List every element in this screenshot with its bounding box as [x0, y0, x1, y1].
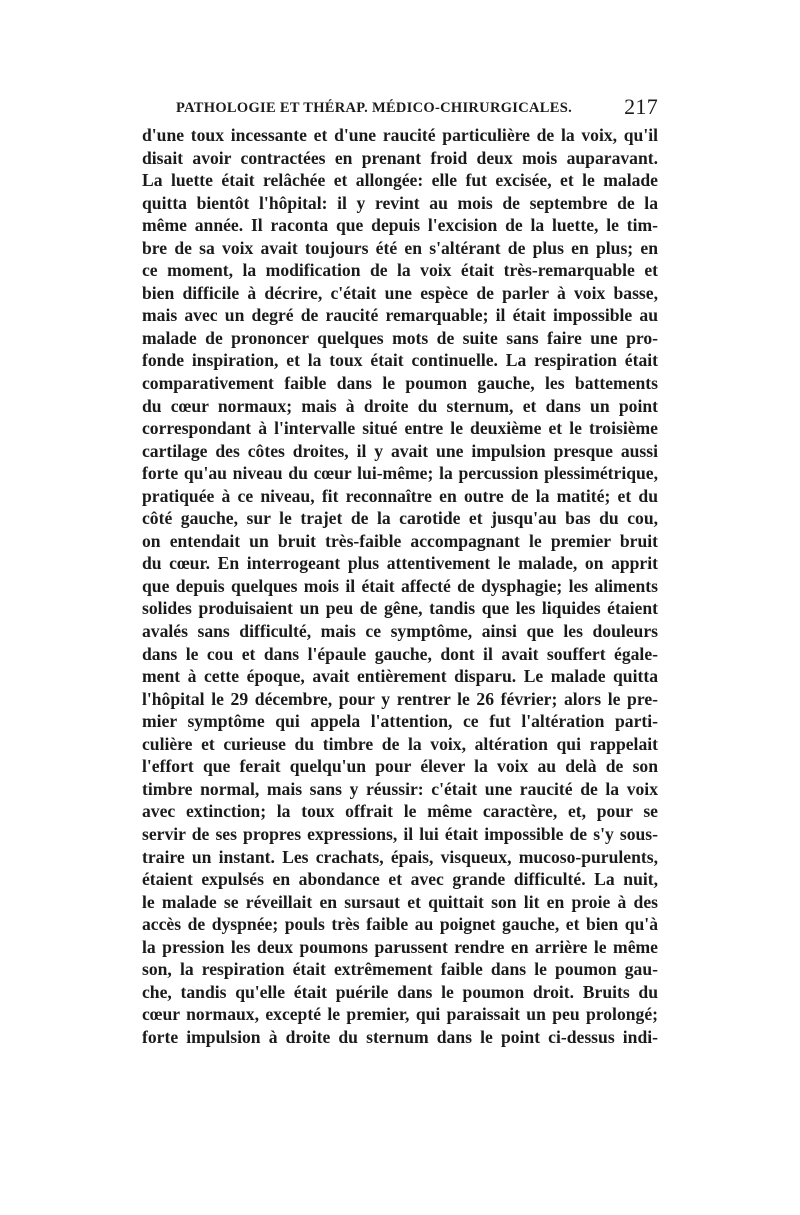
text-line: dans le cou et dans l'épaule gauche, dont il avait souffert égale- [142, 643, 658, 664]
text-line: traire un instant. Les crachats, épais, visqueux, mucoso-purulents, [142, 846, 658, 867]
text-line: avec extinction; la toux offrait le même caractère, et, pour se [142, 801, 658, 822]
text-line: ce moment, la modification de la voix était très-remarquable et [142, 260, 658, 281]
text-line: accès de dyspnée; pouls très faible au poignet gauche, et bien qu'à [142, 914, 658, 935]
page-number: 217 [624, 94, 658, 119]
text-line: solides produisaient un peu de gêne, tandis que les liquides étaient [142, 598, 658, 619]
text-line: d'une toux incessante et d'une raucité particulière de la voix, qu'il [142, 125, 658, 145]
text-line: ment à cette époque, avait entièrement disparu. Le malade quitta [142, 666, 658, 687]
text-line: quitta bientôt l'hôpital: il y revint au mois de septembre de la [142, 192, 658, 213]
text-line: disait avoir contractées en prenant froid deux mois auparavant. [142, 147, 658, 168]
text-line: bre de sa voix avait toujours été en s'altérant de plus en plus; en [142, 237, 658, 258]
text-line: côté gauche, sur le trajet de la carotide et jusqu'au bas du cou, [142, 508, 658, 529]
text-line: fonde inspiration, et la toux était continuelle. La respiration était [142, 350, 658, 371]
text-line: mais avec un degré de raucité remarquable; il était impossible au [142, 305, 658, 326]
text-line: culière et curieuse du timbre de la voix, altération qui rappelait [142, 733, 658, 754]
text-line: bien difficile à décrire, c'était une espèce de parler à voix basse, [142, 282, 658, 303]
text-line: du cœur normaux; mais à droite du sternum, et dans un point [142, 395, 658, 416]
text-line: malade de prononcer quelques mots de suite sans faire une pro- [142, 327, 658, 348]
book-page [142, 94, 658, 1048]
text-line: l'effort que ferait quelqu'un pour élever la voix au delà de son [142, 756, 658, 777]
text-line: son, la respiration était extrêmement faible dans le poumon gau- [142, 959, 658, 980]
text-line: l'hôpital le 29 décembre, pour y rentrer le 26 février; alors le pre- [142, 688, 658, 709]
text-line: le malade se réveillait en sursaut et quittait son lit en proie à des [142, 891, 658, 912]
text-line: la pression les deux poumons parussent rendre en arrière le même [142, 936, 658, 957]
text-line: avalés sans difficulté, mais ce symptôme, ainsi que les douleurs [142, 621, 658, 642]
text-line: mier symptôme qui appela l'attention, ce fut l'altération parti- [142, 711, 658, 732]
body-text [142, 124, 658, 1048]
text-line: cartilage des côtes droites, il y avait une impulsion presque aussi [142, 440, 658, 461]
text-line: timbre normal, mais sans y réussir: c'était une raucité de la voix [142, 778, 658, 799]
running-head [142, 94, 658, 124]
text-line: on entendait un bruit très-faible accompagnant le premier bruit [142, 530, 658, 551]
text-line: que depuis quelques mois il était affecté de dysphagie; les aliments [142, 575, 658, 596]
text-line: même année. Il raconta que depuis l'excision de la luette, le tim- [142, 215, 658, 236]
text-line: forte qu'au niveau du cœur lui-même; la percussion plessimétrique, [142, 463, 658, 484]
text-line: cœur normaux, excepté le premier, qui paraissait un peu prolongé; [142, 1004, 658, 1025]
running-title: PATHOLOGIE ET THÉRAP. MÉDICO-CHIRURGICALES. [176, 100, 573, 116]
text-line: correspondant à l'intervalle situé entre le deuxième et le troisième [142, 418, 658, 439]
text-line: che, tandis qu'elle était puérile dans le poumon droit. Bruits du [142, 981, 658, 1002]
text-line: servir de ses propres expressions, il lui était impossible de s'y sous- [142, 823, 658, 844]
text-line: La luette était relâchée et allongée: elle fut excisée, et le malade [142, 170, 658, 191]
text-line: forte impulsion à droite du sternum dans le point ci-dessus indi- [142, 1026, 658, 1047]
text-line: étaient expulsés en abondance et avec grande difficulté. La nuit, [142, 869, 658, 890]
text-line: pratiquée à ce niveau, fit reconnaître en outre de la matité; et du [142, 485, 658, 506]
text-line: comparativement faible dans le poumon gauche, les battements [142, 373, 658, 394]
text-line: du cœur. En interrogeant plus attentivement le malade, on apprit [142, 553, 658, 574]
